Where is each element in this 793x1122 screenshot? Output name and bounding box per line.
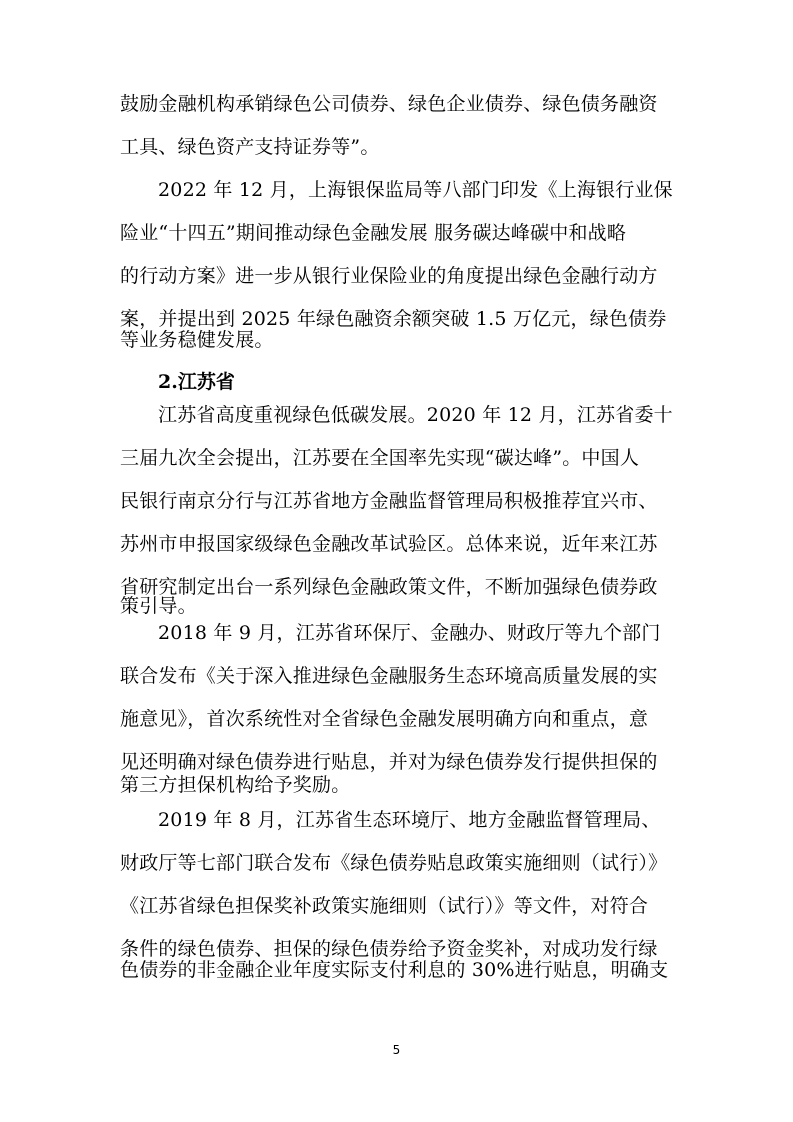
body-line: 见还明确对绿色债券进行贴息，并对为绿色债券发行提供担保的 (120, 751, 658, 773)
body-line: 的行动方案》进一步从银行业保险业的角度提出绿色金融行动方 (120, 265, 658, 287)
body-line: 等业务稳健发展。 (120, 329, 274, 351)
body-line: 色债券的非金融企业年度实际支付利息的 30%进行贴息，明确支 (120, 959, 669, 981)
body-line: 策引导。 (120, 595, 197, 617)
body-line: 省研究制定出台一系列绿色金融政策文件，不断加强绿色债券政 (120, 576, 658, 598)
body-line: 施意见》，首次系统性对全省绿色金融发展明确方向和重点，意 (120, 708, 649, 730)
body-line: 民银行南京分行与江苏省地方金融监督管理局积极推荐宜兴市、 (120, 490, 658, 512)
body-line: 第三方担保机构给予奖励。 (120, 774, 351, 796)
body-line: 案，并提出到 2025 年绿色融资余额突破 1.5 万亿元，绿色债券 (120, 308, 667, 330)
body-line: 三届九次全会提出，江苏要在全国率先实现“碳达峰”。中国人 (120, 447, 640, 469)
body-line: 险业“十四五”期间推动绿色金融发展 服务碳达峰碳中和战略 (120, 222, 627, 244)
body-line: 条件的绿色债券、担保的绿色债券给予资金奖补，对成功发行绿 (120, 938, 658, 960)
body-line: 苏州市申报国家级绿色金融改革试验区。总体来说，近年来江苏 (120, 533, 658, 555)
page-number: 5 (392, 1043, 401, 1057)
body-line: 财政厅等七部门联合发布《绿色债券贴息政策实施细则（试行）》 (120, 852, 668, 874)
paragraph-start-line: 江苏省高度重视绿色低碳发展。2020 年 12 月，江苏省委十 (158, 404, 673, 426)
body-line: 鼓励金融机构承销绿色公司债券、绿色企业债券、绿色债务融资 (120, 93, 658, 115)
paragraph-start-line: 2019 年 8 月，江苏省生态环境厅、地方金融监督管理局、 (158, 809, 661, 831)
paragraph-start-line: 2022 年 12 月，上海银保监局等八部门印发《上海银行业保 (158, 179, 673, 201)
body-line: 工具、绿色资产支持证券等”。 (120, 136, 380, 158)
body-line: 联合发布《关于深入推进绿色金融服务生态环境高质量发展的实 (120, 665, 658, 687)
paragraph-start-line: 2018 年 9 月，江苏省环保厅、金融办、财政厅等九个部门 (158, 622, 661, 644)
section-heading: 2.江苏省 (158, 371, 235, 393)
body-line: 《江苏省绿色担保奖补政策实施细则（试行）》等文件，对符合 (120, 895, 649, 917)
